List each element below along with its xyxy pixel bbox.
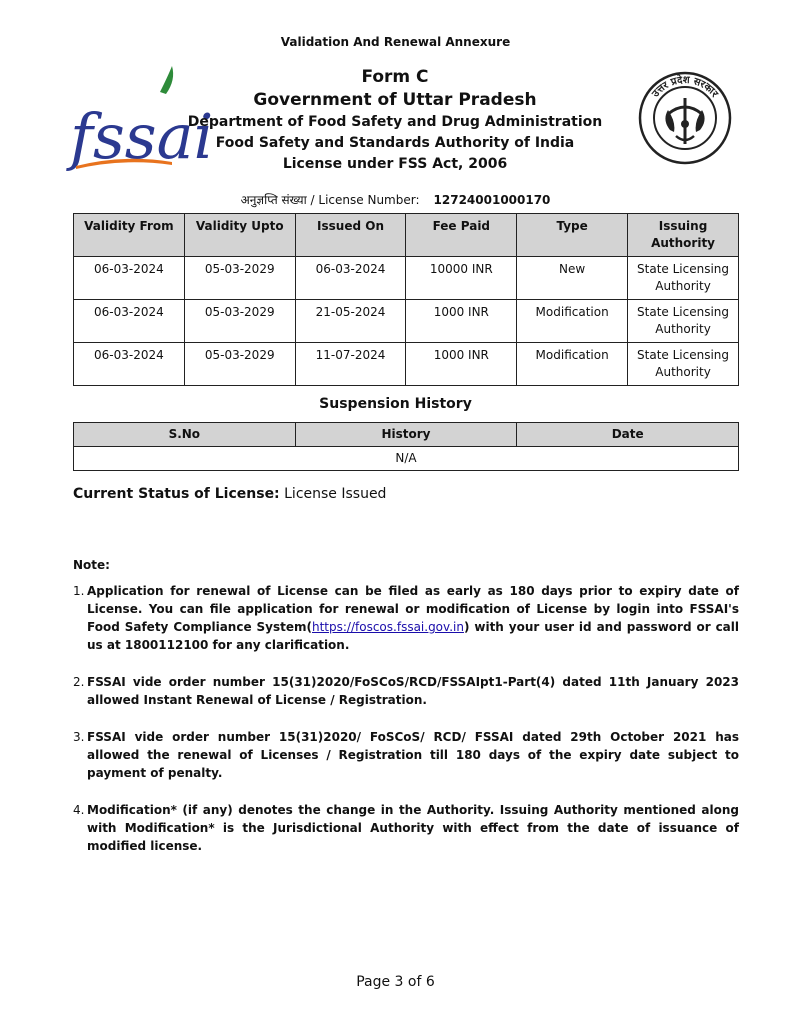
table-cell: 06-03-2024 (74, 343, 185, 386)
list-item (73, 801, 739, 855)
table-cell: 05-03-2029 (184, 343, 295, 386)
note-text: Modification* (if any) denotes the change in the Authority. Issuing Authority mentioned along with Modification* is the Jurisdictional Authority with effect from the date of issuance of modified license. (87, 803, 739, 853)
notes-list (73, 582, 739, 874)
table-row (74, 343, 739, 386)
fssai-logo (68, 62, 214, 173)
table-row (74, 447, 739, 471)
list-item (73, 673, 739, 709)
note-title: Note: (73, 558, 110, 572)
annexure-title: Validation And Renewal Annexure (280, 35, 511, 49)
table-cell: 05-03-2029 (184, 300, 295, 343)
license-number-line (0, 191, 791, 208)
suspension-table (73, 422, 739, 471)
list-item (73, 582, 739, 654)
note-text: FSSAI vide order number 15(31)2020/ FoSCoS/ RCD/ FSSAI dated 29th October 2021 has allowed the renewal of Licenses / Registration till 180 days of the expiry date subject to payment of penalty. (87, 730, 739, 780)
emblem-text: उत्तर प्रदेश सरकार (650, 74, 720, 100)
fssai-logo-text: fssai (70, 100, 214, 173)
document-header (180, 66, 610, 175)
col-issuing-authority: Issuing Authority (628, 214, 739, 257)
page-number: Page 3 of 6 (356, 974, 435, 990)
table-cell: New (517, 257, 628, 300)
table-row (74, 257, 739, 300)
table-row (74, 300, 739, 343)
note-text: FSSAI vide order number 15(31)2020/FoSCoS/RCD/FSSAIpt1-Part(4) dated 11th January 2023 allowed Instant Renewal of License / Registration. (87, 675, 739, 707)
current-status (73, 486, 386, 502)
col-issued-on: Issued On (295, 214, 406, 257)
table-cell: State Licensing Authority (628, 300, 739, 343)
suspension-empty-cell: N/A (74, 447, 739, 471)
form-title: Form C (361, 67, 429, 87)
table-cell: 21-05-2024 (295, 300, 406, 343)
validity-table-header-row (74, 214, 739, 257)
col-fee-paid: Fee Paid (406, 214, 517, 257)
authority-name: Food Safety and Standards Authority of India (215, 135, 575, 151)
col-date: Date (517, 423, 739, 447)
table-cell: Modification (517, 343, 628, 386)
suspension-history-title: Suspension History (319, 396, 472, 412)
table-cell: State Licensing Authority (628, 257, 739, 300)
current-status-label: Current Status of License: (73, 486, 280, 502)
state-emblem-icon (638, 70, 732, 166)
foscos-link[interactable]: https://foscos.fssai.gov.in (312, 620, 464, 634)
government-name: Government of Uttar Pradesh (253, 90, 537, 110)
table-cell: State Licensing Authority (628, 343, 739, 386)
table-cell: 05-03-2029 (184, 257, 295, 300)
note-text-after: ) with your user id and password or call us at 1800112100 for any clarification. (87, 620, 740, 652)
current-status-value: License Issued (284, 486, 387, 502)
act-name: License under FSS Act, 2006 (282, 156, 508, 172)
col-sno: S.No (74, 423, 296, 447)
col-validity-upto: Validity Upto (184, 214, 295, 257)
table-cell: 10000 INR (406, 257, 517, 300)
license-number-value: 12724001000170 (433, 193, 551, 207)
table-cell: 1000 INR (406, 343, 517, 386)
note-number: 1. (73, 584, 85, 598)
department-name: Department of Food Safety and Drug Administration (187, 114, 603, 130)
note-number: 2. (73, 675, 85, 689)
note-text-before: Application for renewal of License can be filed as early as 180 days prior to expiry date of License. You can file application for renewal or modification of License by login into FSSAI's Food Safety Compliance System( (87, 584, 739, 634)
table-cell: 1000 INR (406, 300, 517, 343)
note-number: 3. (73, 730, 85, 744)
suspension-table-header-row (74, 423, 739, 447)
list-item (73, 728, 739, 782)
note-text (87, 582, 739, 654)
license-number-label: अनुज्ञप्ति संख्या / License Number: (240, 193, 420, 207)
table-cell: 06-03-2024 (74, 300, 185, 343)
col-type: Type (517, 214, 628, 257)
table-cell: 11-07-2024 (295, 343, 406, 386)
table-cell: 06-03-2024 (295, 257, 406, 300)
table-cell: 06-03-2024 (74, 257, 185, 300)
col-validity-from: Validity From (74, 214, 185, 257)
validity-table (73, 213, 739, 386)
note-number: 4. (73, 803, 85, 817)
col-history: History (295, 423, 517, 447)
table-cell: Modification (517, 300, 628, 343)
